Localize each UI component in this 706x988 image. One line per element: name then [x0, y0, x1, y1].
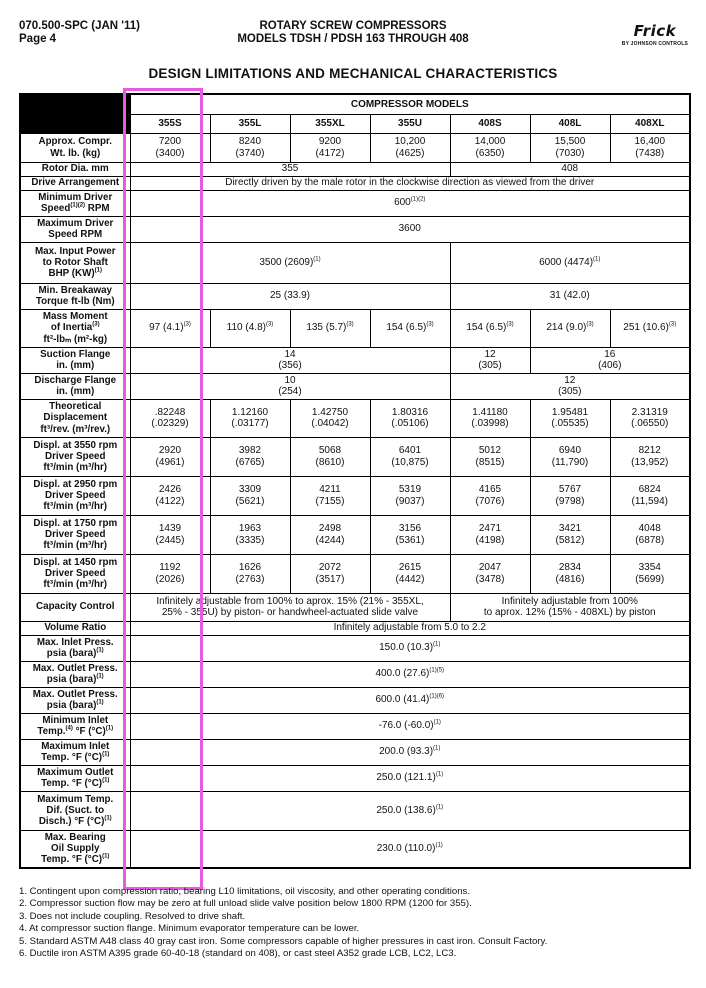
table-cell: 1.80316 (.05106): [370, 399, 450, 437]
model-header: 355L: [210, 114, 290, 133]
table-cell: 251 $(10.6)^{(3)}$: [610, 309, 690, 347]
table-cell: 5012 (8515): [450, 437, 530, 476]
row-label: Max. Inlet Press. psia (bara)$^{(1)}$: [20, 635, 130, 661]
table-cell: 5767 (9798): [530, 476, 610, 515]
table-cell: 2834 (4816): [530, 554, 610, 593]
footnote: 1. Contingent upon compression ratio, bearing L10 limitations, oil viscosity, and other operating conditions.: [19, 886, 470, 897]
displ-1450-row: [20, 554, 690, 593]
table-cell: 3421 (5812): [530, 515, 610, 554]
table-cell: 154 $(6.5)^{(3)}$: [370, 309, 450, 347]
footnote: 4. At compressor suction flange. Minimum evaporator temperature can be lower.: [19, 923, 360, 935]
table-cell: 6000 $(4474)^{(1)}$: [450, 242, 690, 283]
table-cell: 8212 (13,952): [610, 437, 690, 476]
model-header: 355XL: [290, 114, 370, 133]
footnote: 5. Standard ASTM A48 class 40 gray cast iron. Some compressors capable of higher pressures in cast iron. Consult Factory.: [19, 935, 548, 947]
max-outlet-press-row: [20, 661, 690, 687]
table-cell: 600.0 $(41.4)^{(1)(6)}$: [130, 687, 690, 713]
table-cell: 355: [130, 162, 450, 176]
table-cell: 200.0 $(93.3)^{(1)}$: [130, 739, 690, 765]
breakaway-row: [20, 283, 690, 309]
min-speed-row: [20, 190, 690, 216]
document-header-center: [200, 20, 506, 46]
table-cell: 1.41180 (.03998): [450, 399, 530, 437]
table-cell: 15,500 (7030): [530, 133, 610, 162]
table-cell: 2047 (3478): [450, 554, 530, 593]
row-label: Maximum Driver Speed RPM: [20, 216, 130, 242]
page-number: Page 4: [19, 33, 57, 45]
table-cell: 3309 (5621): [210, 476, 290, 515]
table-cell: 2498 (4244): [290, 515, 370, 554]
table-cell: 97 $(4.1)^{(3)}$: [130, 309, 210, 347]
row-label: Displ. at 1750 rpm Driver Speed ft³/min (m³/hr): [20, 515, 130, 554]
max-speed-row: [20, 216, 690, 242]
table-cell: 1192 (2026): [130, 554, 210, 593]
table-cell: 31 (42.0): [450, 283, 690, 309]
volume-ratio-row: [20, 621, 690, 635]
table-cell: 3600: [130, 216, 690, 242]
row-label: Capacity Control: [20, 593, 130, 621]
displacement-row: [20, 399, 690, 437]
table-cell: 25 (33.9): [130, 283, 450, 309]
table-cell: .82248 (.02329): [130, 399, 210, 437]
table-cell: 2615 (4442): [370, 554, 450, 593]
table-cell: Infinitely adjustable from 5.0 to 2.2: [130, 621, 690, 635]
table-cell: 2072 (3517): [290, 554, 370, 593]
table-cell: Infinitely adjustable from 100% to aprox. 15% (21% - 355XL, 25% - 355U) by piston- or handwheel-actuated slide valve: [130, 593, 450, 621]
max-outlet-press-ductile-row: [20, 687, 690, 713]
table-cell: 135 $(5.7)^{(3)}$: [290, 309, 370, 347]
table-cell: 2426 (4122): [130, 476, 210, 515]
table-cell: 250.0 $(121.1)^{(1)}$: [130, 765, 690, 791]
row-label: Theoretical Displacement ft³/rev. (m³/rev.): [20, 399, 130, 437]
table-cell: 16,400 (7438): [610, 133, 690, 162]
displ-3550-row: [20, 437, 690, 476]
model-header: 408XL: [610, 114, 690, 133]
table-cell: 5319 (9037): [370, 476, 450, 515]
table-cell: 10 (254): [130, 373, 450, 399]
table-cell: 12 (305): [450, 347, 530, 373]
row-label: Minimum Driver Speed$^{(1)(2)}$ RPM: [20, 190, 130, 216]
model-header: 355U: [370, 114, 450, 133]
table-cell: 2920 (4961): [130, 437, 210, 476]
compressor-models-header: COMPRESSOR MODELS: [130, 94, 690, 114]
row-label: Maximum Outlet Temp. °F $(^\circ C)^{(1)}$: [20, 765, 130, 791]
displ-1750-row: [20, 515, 690, 554]
row-label: Displ. at 2950 rpm Driver Speed ft³/min (m³/hr): [20, 476, 130, 515]
table-cell: 110 $(4.8)^{(3)}$: [210, 309, 290, 347]
max-outlet-temp-row: [20, 765, 690, 791]
table-cell: 6940 (11,790): [530, 437, 610, 476]
table-cell: 9200 (4172): [290, 133, 370, 162]
table-cell: 214 $(9.0)^{(3)}$: [530, 309, 610, 347]
row-label: Approx. Compr. Wt. lb. (kg): [20, 133, 130, 162]
table-corner-block: [20, 94, 130, 133]
drive-row: [20, 176, 690, 190]
row-label: Max. Outlet Press. psia (bara)$^{(1)}$: [20, 687, 130, 713]
table-cell: 4048 (6878): [610, 515, 690, 554]
displ-2950-row: [20, 476, 690, 515]
table-cell: 14,000 (6350): [450, 133, 530, 162]
logo-subtitle: BY JOHNSON CONTROLS: [621, 41, 688, 47]
max-power-row: [20, 242, 690, 283]
row-label: Max. Input Power to Rotor Shaft BHP (KW)$^{(1)}$: [20, 242, 130, 283]
frick-logo: [622, 22, 688, 47]
row-label: Maximum Inlet Temp. °F $(^\circ C)^{(1)}$: [20, 739, 130, 765]
specifications-table: [19, 93, 691, 869]
table-cell: 8240 (3740): [210, 133, 290, 162]
table-cell: 154 $(6.5)^{(3)}$: [450, 309, 530, 347]
document-id: 070.500-SPC (JAN '11): [19, 20, 140, 32]
row-label: Volume Ratio: [20, 621, 130, 635]
document-header-left: [19, 20, 140, 46]
table-cell: 14 (356): [130, 347, 450, 373]
row-label: Drive Arrangement: [20, 176, 130, 190]
table-cell: 1.42750 (.04042): [290, 399, 370, 437]
row-label: Mass Moment of Inertia$^{(3)}$ ft²-lbₘ (m²-kg): [20, 309, 130, 347]
max-inlet-press-row: [20, 635, 690, 661]
table-cell: $600^{(1)(2)}$: [130, 190, 690, 216]
table-cell: 408: [450, 162, 690, 176]
table-cell: 1.12160 (.03177): [210, 399, 290, 437]
row-label: Max. Bearing Oil Supply Temp. °F $(^\circ C)^{(1)}$: [20, 830, 130, 868]
table-cell: 16 (406): [530, 347, 690, 373]
suction-flange-row: [20, 347, 690, 373]
section-title: DESIGN LIMITATIONS AND MECHANICAL CHARACTERISTICS: [148, 66, 558, 81]
row-label: Min. Breakaway Torque ft-lb (Nm): [20, 283, 130, 309]
table-cell: 4211 (7155): [290, 476, 370, 515]
row-label: Displ. at 1450 rpm Driver Speed ft³/min (m³/hr): [20, 554, 130, 593]
table-cell: 2.31319 (.06550): [610, 399, 690, 437]
footnote: 3. Does not include coupling. Resolved to drive shaft.: [19, 910, 246, 922]
table-cell: 10,200 (4625): [370, 133, 450, 162]
row-label: Maximum Temp. Dif. (Suct. to Disch.) °F $(^\circ C)^{(1)}$: [20, 791, 130, 830]
table-cell: 6824 (11,594): [610, 476, 690, 515]
bearing-oil-temp-row: [20, 830, 690, 868]
rotor-dia-row: [20, 162, 690, 176]
footnote: 2. Compressor suction flow may be zero at full unload slide valve position below 1800 RPM (1200 for 355).: [19, 898, 472, 910]
max-temp-dif-row: [20, 791, 690, 830]
table-cell: -76.0 $(-60.0)^{(1)}$: [130, 713, 690, 739]
table-cell: 5068 (8610): [290, 437, 370, 476]
model-header: 408L: [530, 114, 610, 133]
footnote: 6. Ductile iron ASTM A395 grade 60-40-18 (standard on 408), or cast steel A352 grade LCB, LC2, LC3.: [19, 948, 457, 960]
table-cell: 6401 (10,875): [370, 437, 450, 476]
table-cell: Infinitely adjustable from 100% to aprox. 12% (15% - 408XL) by piston: [450, 593, 690, 621]
row-label: Suction Flange in. (mm): [20, 347, 130, 373]
table-cell: 4165 (7076): [450, 476, 530, 515]
table-cell: 3500 $(2609)^{(1)}$: [130, 242, 450, 283]
row-label: Discharge Flange in. (mm): [20, 373, 130, 399]
table-cell: 12 (305): [450, 373, 690, 399]
table-cell: 150.0 $(10.3)^{(1)}$: [130, 635, 690, 661]
table-cell: 1963 (3335): [210, 515, 290, 554]
row-label: Displ. at 3550 rpm Driver Speed ft³/min (m³/hr): [20, 437, 130, 476]
inertia-row: [20, 309, 690, 347]
table-cell: 250.0 $(138.6)^{(1)}$: [130, 791, 690, 830]
max-inlet-temp-row: [20, 739, 690, 765]
table-cell: 3982 (6765): [210, 437, 290, 476]
weight-row: [20, 133, 690, 162]
row-label: Max. Outlet Press. psia (bara)$^{(1)}$: [20, 661, 130, 687]
min-inlet-temp-row: [20, 713, 690, 739]
capacity-control-row: [20, 593, 690, 621]
header-title-line1: ROTARY SCREW COMPRESSORS: [259, 20, 447, 32]
header-title-line2: MODELS TDSH / PDSH 163 THROUGH 408: [237, 33, 469, 45]
table-cell: 2471 (4198): [450, 515, 530, 554]
row-label: Rotor Dia. mm: [20, 162, 130, 176]
model-header: 355S: [130, 114, 210, 133]
table-cell: 1.95481 (.05535): [530, 399, 610, 437]
table-cell: 400.0 $(27.6)^{(1)(5)}$: [130, 661, 690, 687]
table-cell: Directly driven by the male rotor in the clockwise direction as viewed from the driver: [130, 176, 690, 190]
table-cell: 3156 (5361): [370, 515, 450, 554]
logo-brand: Frick: [633, 22, 677, 40]
discharge-flange-row: [20, 373, 690, 399]
row-label: Minimum Inlet Temp.$^{(4)}$ °F $(^\circ C)^{(1)}$: [20, 713, 130, 739]
table-cell: 3354 (5699): [610, 554, 690, 593]
table-cell: 1439 (2445): [130, 515, 210, 554]
table-cell: 1626 (2763): [210, 554, 290, 593]
table-cell: 7200 (3400): [130, 133, 210, 162]
model-header: 408S: [450, 114, 530, 133]
footnotes: [19, 886, 699, 960]
table-cell: 230.0 $(110.0)^{(1)}$: [130, 830, 690, 868]
